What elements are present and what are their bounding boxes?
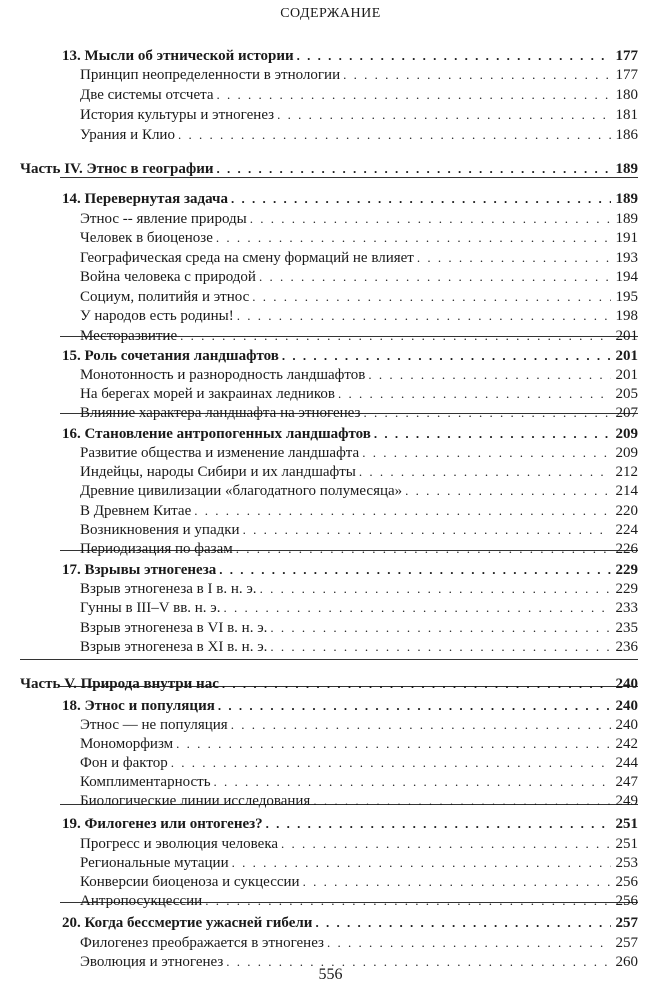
toc-chapter-entry[interactable] (62, 560, 638, 580)
toc-entry-title: Этнос -- явление природы (80, 211, 247, 227)
dot-leader (405, 481, 611, 501)
toc-entry-page-number: 209 (615, 445, 638, 461)
toc-part-entry[interactable] (20, 674, 638, 694)
toc-entry-title: Взрыв этногенеза в XI в. н. э. (80, 639, 268, 655)
toc-entry-title: Филогенез преображается в этногенез (80, 935, 324, 951)
toc-entry-page-number: 226 (615, 541, 638, 557)
toc-entry-page-number: 195 (615, 289, 638, 305)
dot-leader (266, 814, 611, 834)
toc-section-entry[interactable] (80, 228, 638, 248)
toc-entry-title: В Древнем Китае (80, 503, 192, 519)
toc-entry-page-number: 260 (615, 954, 638, 970)
dot-leader (363, 403, 611, 423)
running-header: СОДЕРЖАНИЕ (280, 6, 381, 21)
toc-section-entry[interactable] (80, 791, 638, 811)
dot-leader (237, 306, 611, 326)
dot-leader (297, 46, 611, 66)
toc-entry-page-number: 242 (615, 736, 638, 752)
toc-entry-page-number: 212 (615, 464, 638, 480)
toc-entry-title: 14. Перевернутая задача (62, 191, 228, 207)
dot-leader (281, 834, 611, 854)
dot-leader (176, 734, 611, 754)
dot-leader (303, 872, 611, 892)
dot-leader (362, 443, 611, 463)
toc-entry-title: На берегах морей и закраинах ледников (80, 386, 335, 402)
toc-entry-page-number: 207 (615, 405, 638, 421)
toc-entry-title: Региональные мутации (80, 855, 229, 871)
dot-leader (216, 159, 611, 179)
toc-entry-title: Взрыв этногенеза в I в. н. э. (80, 581, 257, 597)
toc-entry-page-number: 253 (615, 855, 638, 871)
toc-entry-title: 15. Роль сочетания ландшафтов (62, 348, 279, 364)
toc-entry-page-number: 177 (615, 48, 638, 64)
dot-leader (282, 346, 611, 366)
toc-entry-title: 19. Филогенез или онтогенез? (62, 816, 263, 832)
dot-leader (338, 384, 611, 404)
toc-entry-title: Урания и Клио (80, 127, 175, 143)
toc-section-entry[interactable] (80, 125, 638, 145)
toc-entry-title: Фон и фактор (80, 755, 168, 771)
toc-section-entry[interactable] (80, 872, 638, 892)
toc-entry-page-number: 235 (615, 620, 638, 636)
toc-entry-page-number: 201 (615, 367, 638, 383)
toc-entry-title: 16. Становление антропогенных ландшафтов (62, 426, 371, 442)
toc-chapter-entry[interactable] (62, 189, 638, 209)
toc-entry-title: Географическая среда на смену формаций не влияет (80, 250, 414, 266)
toc-section-entry[interactable] (80, 637, 638, 657)
toc-entry-page-number: 186 (615, 127, 638, 143)
toc-entry-title: Периодизация по фазам (80, 541, 233, 557)
toc-entry-page-number: 240 (615, 717, 638, 733)
toc-section-entry[interactable] (80, 306, 638, 326)
toc-entry-title: Древние цивилизации «благодатного полумесяца» (80, 483, 403, 499)
toc-entry-page-number: 193 (615, 250, 638, 266)
toc-entry-title: Принцип неопределенности в этнологии (80, 67, 341, 83)
toc-entry-title: Монотонность и разнородность ландшафтов (80, 367, 366, 383)
toc-entry-title: Комплиментарность (80, 774, 211, 790)
toc-entry-page-number: 244 (615, 755, 638, 771)
toc-entry-page-number: 257 (615, 935, 638, 951)
toc-entry-page-number: 205 (615, 386, 638, 402)
toc-chapter-entry[interactable] (62, 814, 638, 834)
toc-entry-title: Биологические линии исследования (80, 793, 311, 809)
toc-section-entry[interactable] (80, 443, 638, 463)
toc-section-entry[interactable] (80, 501, 638, 521)
toc-entry-title: Социум, политийя и этнос (80, 289, 250, 305)
dot-leader (250, 209, 611, 229)
toc-section-entry[interactable] (80, 618, 638, 638)
dot-leader (243, 520, 611, 540)
toc-entry-title: Прогресс и эволюция человека (80, 836, 279, 852)
dot-leader (219, 560, 611, 580)
toc-section-entry[interactable] (80, 365, 638, 385)
toc-entry-title: Конверсии биоценоза и сукцессии (80, 874, 300, 890)
toc-entry-title: История культуры и этногенез (80, 107, 275, 123)
dot-leader (417, 248, 611, 268)
toc-entry-title: У народов есть родины! (80, 308, 234, 324)
toc-section-entry[interactable] (80, 933, 638, 953)
divider-line (20, 659, 638, 660)
toc-chapter-entry[interactable] (62, 46, 638, 66)
toc-entry-page-number: 229 (615, 581, 638, 597)
dot-leader (236, 539, 611, 559)
toc-section-entry[interactable] (80, 481, 638, 501)
dot-leader (374, 424, 611, 444)
dot-leader (270, 618, 611, 638)
toc-entry-title: 18. Этнос и популяция (62, 698, 215, 714)
dot-leader (277, 105, 611, 125)
toc-section-entry[interactable] (80, 209, 638, 229)
toc-entry-title: 17. Взрывы этногенеза (62, 562, 217, 578)
toc-section-entry[interactable] (80, 520, 638, 540)
dot-leader (359, 462, 611, 482)
toc-entry-title: Эволюция и этногенез (80, 954, 224, 970)
dot-leader (216, 228, 611, 248)
toc-entry-title: Человек в биоценозе (80, 230, 213, 246)
toc-entry-title: Этнос — не популяция (80, 717, 228, 733)
toc-entry-page-number: 189 (615, 161, 638, 177)
toc-section-entry[interactable] (80, 834, 638, 854)
dot-leader (259, 267, 611, 287)
dot-leader (260, 579, 611, 599)
toc-entry-page-number: 189 (615, 191, 638, 207)
toc-section-entry[interactable] (80, 85, 638, 105)
toc-entry-page-number: 256 (615, 874, 638, 890)
toc-entry-page-number: 257 (615, 915, 638, 931)
toc-part-entry[interactable] (20, 159, 638, 179)
toc-entry-page-number: 177 (615, 67, 638, 83)
toc-entry-page-number: 194 (615, 269, 638, 285)
dot-leader (178, 125, 611, 145)
toc-entry-title: Антропосукцессии (80, 893, 203, 909)
toc-section-entry[interactable] (80, 734, 638, 754)
toc-entry-title: Взрыв этногенеза в VI в. н. э. (80, 620, 268, 636)
toc-entry-title: Мономорфизм (80, 736, 174, 752)
toc-entry-page-number: 240 (615, 698, 638, 714)
toc-section-entry[interactable] (80, 772, 638, 792)
toc-entry-page-number: 181 (615, 107, 638, 123)
dot-leader (231, 189, 611, 209)
dot-leader (231, 715, 611, 735)
dot-leader (327, 933, 611, 953)
toc-entry-title: 13. Мысли об этнической истории (62, 48, 294, 64)
toc-section-entry[interactable] (80, 248, 638, 268)
toc-entry-page-number: 209 (615, 426, 638, 442)
dot-leader (232, 853, 611, 873)
toc-entry-title: Месторазвитие (80, 328, 178, 344)
toc-section-entry[interactable] (80, 384, 638, 404)
toc-section-entry[interactable] (80, 267, 638, 287)
toc-section-entry[interactable] (80, 287, 638, 307)
toc-entry-page-number: 201 (615, 348, 638, 364)
toc-entry-page-number: 240 (615, 676, 638, 692)
toc-section-entry[interactable] (80, 403, 638, 423)
toc-entry-page-number: 191 (615, 230, 638, 246)
dot-leader (171, 753, 611, 773)
toc-entry-page-number: 251 (615, 816, 638, 832)
toc-entry-page-number: 229 (615, 562, 638, 578)
toc-section-entry[interactable] (80, 539, 638, 559)
toc-entry-title: Индейцы, народы Сибири и их ландшафты (80, 464, 356, 480)
toc-entry-page-number: 180 (615, 87, 638, 103)
toc-entry-page-number: 251 (615, 836, 638, 852)
toc-entry-title: 20. Когда бессмертие ужасней гибели (62, 915, 313, 931)
toc-entry-page-number: 247 (615, 774, 638, 790)
toc-entry-title: Возникновения и упадки (80, 522, 240, 538)
toc-section-entry[interactable] (80, 65, 638, 85)
toc-section-entry[interactable] (80, 462, 638, 482)
toc-entry-page-number: 236 (615, 639, 638, 655)
toc-section-entry[interactable] (80, 105, 638, 125)
toc-section-entry[interactable] (80, 598, 638, 618)
dot-leader (313, 791, 611, 811)
dot-leader (217, 85, 611, 105)
toc-entry-page-number: 214 (615, 483, 638, 499)
dot-leader (214, 772, 611, 792)
toc-entry-title: Гунны в III–V вв. н. э. (80, 600, 221, 616)
dot-leader (315, 913, 611, 933)
dot-leader (270, 637, 611, 657)
toc-entry-title: Две системы отсчета (80, 87, 214, 103)
toc-section-entry[interactable] (80, 853, 638, 873)
dot-leader (252, 287, 611, 307)
toc-entry-page-number: 201 (615, 328, 638, 344)
toc-entry-page-number: 256 (615, 893, 638, 909)
page-number: 556 (318, 966, 343, 983)
toc-entry-title: Часть V. Природа внутри нас (20, 676, 219, 692)
dot-leader (194, 501, 611, 521)
toc-entry-title: Часть IV. Этнос в географии (20, 161, 214, 177)
dot-leader (224, 598, 612, 618)
toc-entry-page-number: 224 (615, 522, 638, 538)
toc-chapter-entry[interactable] (62, 913, 638, 933)
toc-entry-page-number: 249 (615, 793, 638, 809)
toc-entry-page-number: 233 (615, 600, 638, 616)
toc-section-entry[interactable] (80, 715, 638, 735)
dot-leader (205, 891, 611, 911)
toc-entry-page-number: 198 (615, 308, 638, 324)
toc-section-entry[interactable] (80, 579, 638, 599)
toc-entry-title: Война человека с природой (80, 269, 256, 285)
dot-leader (368, 365, 611, 385)
toc-entry-page-number: 189 (615, 211, 638, 227)
dot-leader (343, 65, 611, 85)
toc-chapter-entry[interactable] (62, 696, 638, 716)
toc-entry-title: Влияние характера ландшафта на этногенез (80, 405, 361, 421)
toc-section-entry[interactable] (80, 891, 638, 911)
toc-entry-title: Развитие общества и изменение ландшафта (80, 445, 360, 461)
toc-chapter-entry[interactable] (62, 346, 638, 366)
dot-leader (180, 326, 611, 346)
toc-entry-page-number: 220 (615, 503, 638, 519)
toc-section-entry[interactable] (80, 326, 638, 346)
toc-section-entry[interactable] (80, 753, 638, 773)
dot-leader (218, 696, 611, 716)
dot-leader (222, 674, 611, 694)
toc-chapter-entry[interactable] (62, 424, 638, 444)
